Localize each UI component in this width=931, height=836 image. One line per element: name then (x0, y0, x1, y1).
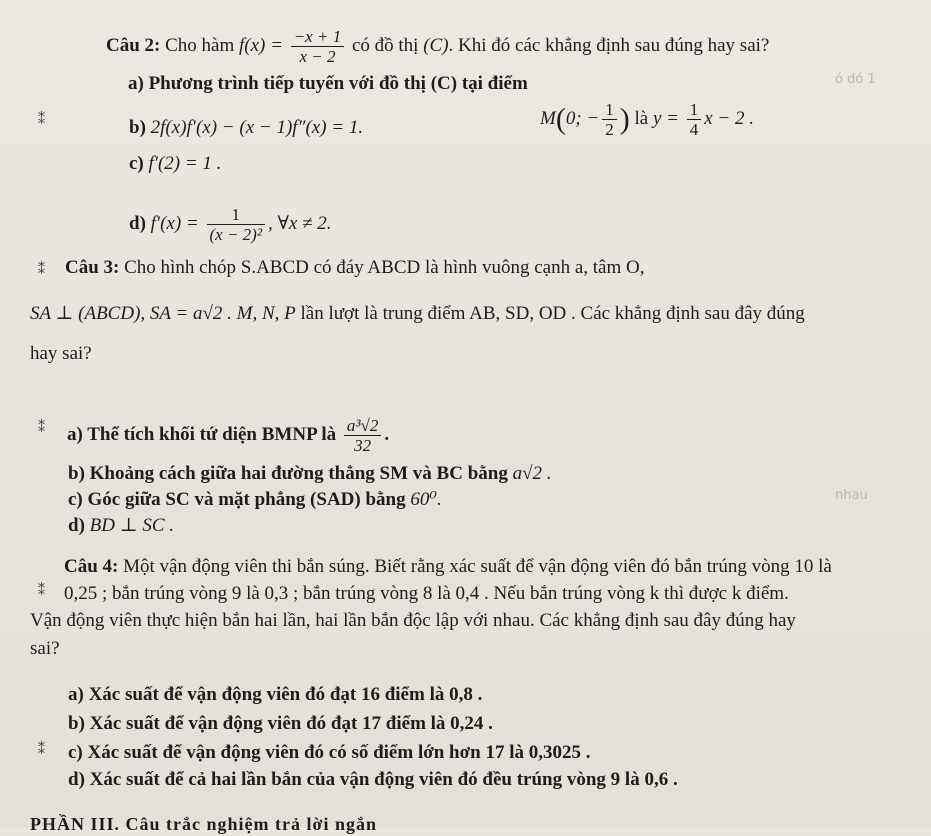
q4-text: 0,25 ; bắn trúng vòng 9 là 0,3 ; bắn trúng vòng 8 là 0,4 . Nếu bắn trúng vòng k thì được k điểm. (64, 583, 789, 604)
item-text: Xác suất để vận động viên đó đạt 16 điểm là 0,8 . (83, 684, 483, 705)
item-math: BD ⊥ SC . (84, 515, 175, 536)
margin-mark: ⁑ (38, 584, 45, 599)
item-label: b) (129, 117, 146, 138)
margin-mark: ⁑ (38, 421, 45, 436)
q4-title: Câu 4: (64, 556, 119, 577)
item-text: Góc giữa SC và mặt phẳng (SAD) bằng (82, 489, 411, 510)
q4-text: Một vận động viên thi bắn súng. Biết rằng xác suất để vận động viên đó bắn trúng vòng 10 là (118, 556, 832, 577)
item-text: Xác suất để cả hai lần bắn của vận động viên đó đều trúng vòng 9 là 0,6 . (84, 769, 678, 790)
q4-line2 (64, 582, 789, 606)
item-label: b) (68, 713, 85, 734)
item-text: . (384, 423, 390, 445)
item-text: Xác suất để vận động viên đó đạt 17 điểm là 0,24 . (84, 713, 493, 734)
q4-text: sai? (30, 638, 60, 659)
q2-function-fraction (291, 27, 345, 66)
fraction-denominator: (x − 2)² (209, 225, 262, 244)
paren: ) (619, 102, 630, 136)
q4-item-a (68, 683, 482, 707)
item-label: b) (68, 463, 85, 484)
q3-item-c (68, 488, 442, 512)
paren: ( (555, 102, 566, 136)
q2-curve-label: (C) (423, 34, 449, 56)
point-fraction (602, 100, 617, 139)
fraction-numerator: 1 (687, 100, 702, 120)
item-label: c) (129, 153, 144, 174)
tangent-fraction (687, 100, 702, 139)
item-label: d) (68, 769, 85, 790)
q2-fraction-denominator: x − 2 (299, 47, 336, 66)
bleed-through-text: nhau (835, 488, 868, 503)
q3-text: lần lượt là trung điểm AB, SD, OD . Các khẳng định sau đây đúng (295, 303, 805, 324)
section-heading-text: PHẦN III. Câu trắc nghiệm trả lời ngắn (30, 814, 377, 834)
section-heading (30, 812, 377, 836)
item-text: là (629, 107, 653, 129)
item-text: Khoảng cách giữa hai đường thẳng SM và BC bằng (84, 463, 513, 484)
item-text: Thể tích khối tứ diện BMNP là (82, 423, 341, 445)
q2-item-b (129, 116, 363, 140)
q3-line2 (30, 302, 805, 326)
tangent-equation: y = (652, 107, 684, 129)
q4-item-c (68, 741, 591, 765)
q4-text: Vận động viên thực hiện bắn hai lần, hai lần bắn độc lập với nhau. Các khẳng định sau đây đúng hay (30, 610, 796, 631)
item-text: Xác suất để vận động viên đó có số điểm lớn hơn 17 là 0,3025 . (82, 742, 591, 763)
point-label: M (540, 107, 556, 129)
fraction-numerator: 1 (207, 205, 265, 225)
q2-title: Câu 2: (106, 34, 161, 56)
item-text: Phương trình tiếp tuyến với đồ thị (C) tại điểm (143, 73, 528, 94)
q3-math: SA ⊥ (ABCD), SA = a√2 . M, N, P (30, 303, 296, 324)
item-math: 2f(x)f′(x) − (x − 1)f″(x) = 1. (150, 117, 364, 138)
q2-item-c (129, 152, 221, 176)
q2-item-a (128, 72, 528, 96)
item-label: c) (68, 742, 83, 763)
q3-text: Cho hình chóp S.ABCD có đáy ABCD là hình vuông cạnh a, tâm O, (119, 257, 645, 278)
point-coord: 0; − (565, 107, 600, 129)
item-label: c) (68, 489, 83, 510)
q2-fraction-numerator: −x + 1 (291, 27, 345, 47)
fraction-denominator: 32 (354, 436, 372, 455)
margin-mark: ⁑ (38, 743, 45, 758)
item-math: a√2 . (512, 463, 552, 484)
item-math: 60⁰. (410, 489, 442, 510)
item-label: a) (67, 423, 83, 445)
q3-item-a (67, 416, 389, 455)
q3-item-d (68, 514, 174, 538)
q2-intro-text: . Khi đó các khẳng định sau đúng hay sai? (448, 34, 770, 56)
bleed-through-text: ó dó 1 (835, 72, 876, 87)
q4-line4 (30, 637, 60, 661)
q2-intro-text: Cho hàm (160, 34, 240, 56)
item-label: d) (129, 212, 146, 234)
volume-fraction (344, 416, 381, 455)
q3-heading (65, 256, 644, 280)
fraction-numerator: 1 (602, 100, 617, 120)
item-math: , ∀x ≠ 2. (267, 212, 332, 234)
fraction-denominator: 2 (605, 120, 614, 139)
item-math: f′(2) = 1 . (148, 153, 222, 174)
tangent-equation: x − 2 . (704, 107, 754, 129)
q3-line3 (30, 342, 92, 366)
item-label: a) (128, 73, 144, 94)
margin-mark: ⁑ (38, 263, 45, 278)
q3-text: hay sai? (30, 343, 92, 364)
margin-mark: ⁑ (38, 113, 45, 128)
q2-function-lhs: f(x) = (239, 34, 288, 56)
q2-item-a-math (540, 100, 754, 139)
q2-item-d (129, 205, 332, 244)
fraction-numerator: a³√2 (344, 416, 381, 436)
fraction-denominator: 4 (689, 120, 699, 139)
item-label: d) (68, 515, 85, 536)
q4-item-b (68, 712, 493, 736)
q4-item-d (68, 768, 678, 792)
item-math: f′(x) = (150, 212, 204, 234)
q4-line3 (30, 609, 796, 633)
q3-title: Câu 3: (65, 257, 120, 278)
q2-intro-text: có đồ thị (347, 34, 424, 56)
q4-heading (64, 555, 832, 579)
q3-item-b (68, 462, 552, 486)
item-label: a) (68, 684, 84, 705)
d-fraction (207, 205, 265, 244)
q2-heading (106, 27, 769, 66)
